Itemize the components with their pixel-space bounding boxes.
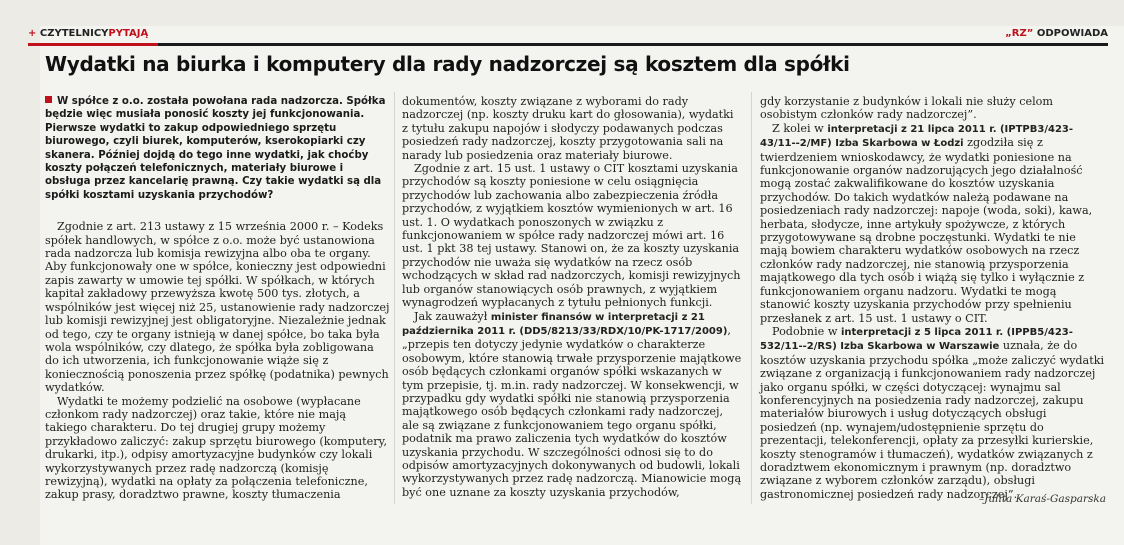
lead-text: W spółce z o.o. została powołana rada nadzorcza. Spółka będzie więc musiała ponosić koszty jej funkcjonowania. Pierwsze wydatki to zakup odpowiedniego sprzętu biurowego, czyli biurek, komputerów, kserokopiarki czy skanera. Później dojdą do tego inne wydatki, jak choćby koszty połączeń telefonicznych, materiały biurowe i obsługa przez kancelarię prawną. Czy takie wydatki są dla spółki kosztami uzyskania przychodów? <box>45 96 386 201</box>
paragraph: Wydatki te możemy podzielić na osobowe (wypłacane członkom rady nadzorczej) oraz takie, które nie mają takiego charakteru. Do tej drugiej grupy możemy przykładowo zaliczyć: zakup sprzętu biurowego (komputery, drukarki, itp.), odpisy amortyzacyjne budynków czy lokali wykorzystywanych przez radę nadzorczą (komisję rewizyjną), wydatki na opłaty za połączenia telefoniczne, zakup prasy, doradztwo prawne, koszty tłumaczenia <box>45 394 388 502</box>
adjacent-page-margin <box>0 0 40 545</box>
plus-icon: + <box>28 28 37 39</box>
paragraph-text: Jak zauważył <box>414 309 491 323</box>
paragraph: gdy korzystanie z budynków i lokali nie służy celom osobistym członków rady nadzorczej”. <box>760 95 1054 122</box>
kicker-rz-text: „RZ” <box>1005 28 1034 39</box>
author-signature: –Julita Karaś-Gasparska <box>978 493 1106 505</box>
article-title: Wydatki na biurka i komputery dla rady nadzorczej są kosztem dla spółki <box>45 52 850 76</box>
paragraph-text: Z kolei w <box>772 121 828 135</box>
kicker-odpowiada-text: ODPOWIADA <box>1036 28 1108 39</box>
paragraph <box>402 310 742 500</box>
adjacent-page-strip <box>0 0 1124 26</box>
paragraph-text: uznała, że do kosztów uzyskania przychodu spółka „może zaliczyć wydatki związane z organizacją i funkcjonowaniem rady nadzorczej jako organu spółki, w części dotyczącej: wynajmu sal konferencyjnych na posiedzenia rady nadzorczej, zakupu materiałów biurowych i usług dotyczących obsługi posiedzeń (np. wynajem/udostępnienie sprzętu do prezentacji, telekonferencji, opłaty za przesyłki kurierskie, koszty stenogramów i tłumaczeń), wydatków związanych z doradztwem ekonomicznym i prawnym (np. doradztwo związane z wyborem członków zarządu), obsługi gastronomicznej posiedzeń rady nadzorczej”. <box>760 339 1105 501</box>
bullet-square-icon <box>45 96 52 103</box>
article-column-3 <box>760 95 1106 501</box>
article-column-2 <box>402 95 742 499</box>
paragraph: Zgodnie z art. 15 ust. 1 ustawy o CIT kosztami uzyskania przychodów są koszty poniesione w celu osiągnięcia przychodów lub zachowania albo zabezpieczenia źródła przychodów, z wyjątkiem kosztów wymienionych w art. 16 ust. 1. O wydatkach ponoszonych w związku z funkcjonowaniem w spółce rady nadzorczej mówi art. 16 ust. 1 pkt 38 tej ustawy. Stanowi on, że za koszty uzyskania przychodów nie uważa się wydatków na rzecz osób wchodzących w skład rad nadzorczych, komisji rewizyjnych lub organów stanowiących osób prawnych, z wyjątkiem wynagrodzeń wypłacanych z tytułu pełnionych funkcji. <box>402 162 741 310</box>
paragraph: dokumentów, koszty związane z wyborami do rady nadzorczej (np. koszty druku kart do głosowania), wydatki z tytułu zakupu napojów i słodyczy podawanych podczas posiedzeń rady nadzorczej, koszty przygotowania sali na narady lub posiedzenia oraz materiały biurowe. <box>402 95 734 162</box>
section-kicker-left <box>28 28 148 39</box>
header-rule <box>28 43 1108 46</box>
article-lead <box>45 95 390 202</box>
paragraph: Zgodnie z art. 213 ustawy z 15 września 2000 r. – Kodeks spółek handlowych, w spółce z o.o. może być ustanowiona rada nadzorcza lub komisja rewizyjna albo oba te organy. Aby funkcjonowały one w spółce, konieczny jest odpowiedni zapis zawarty w umowie tej spółki. W spółkach, w których kapitał zakładowy przewyższa kwotę 500 tys. złotych, a wspólników jest więcej niż 25, ustanowienie rady nadzorczej lub komisji rewizyjnej jest obligatoryjne. Niezależnie jednak od tego, czy te organy istnieją w danej spółce, bo taka była wola wspólników, czy dlatego, że spółka była zobligowana do ich utworzenia, ich funkcjonowanie wiąże się z koniecznością ponoszenia przez spółkę (podatnika) pewnych wydatków. <box>45 220 390 395</box>
paragraph-text: , „przepis ten dotyczy jedynie wydatków o charakterze osobowym, które stanowią trwałe przysporzenie majątkowe osób będących członkami organów spółki wskazanych w tym przepisie, tj. m.in. rady nadzorczej. W konsekwencji, w przypadku gdy wydatki spółki nie stanowią przysporzenia majątkowego osób będących członkami rady nadzorczej, ale są związane z funkcjonowaniem tego organu spółki, podatnik ma prawo zaliczenia tych wydatków do kosztów uzyskania przychodu. W szczególności odnosi się to do odpisów amortyzacyjnych dokonywanych od budowli, lokali wykorzystywanych przez radę nadzorczą. Mianowicie mogą być one uznane za koszty uzyskania przychodów, <box>402 323 742 499</box>
kicker-red-text: PYTAJĄ <box>108 28 149 39</box>
column-divider <box>751 92 752 504</box>
paragraph-text: Podobnie w <box>772 324 841 338</box>
citation-bold: interpretacji z 5 lipca 2011 r. (IPPB5/423-532/11--2/RS) Izba Skarbowa w Warszawie <box>760 326 1073 353</box>
paragraph <box>760 325 1106 501</box>
column-divider <box>394 92 395 504</box>
header-rule-accent <box>28 43 158 46</box>
section-kicker-right <box>1005 28 1108 39</box>
citation-bold: minister finansów w interpretacji z 21 października 2011 r. (DD5/8213/33/RDX/10/PK-1717/2009) <box>402 311 728 337</box>
paragraph-text: zgodziła się z twierdzeniem wnioskodawcy, że wydatki poniesione na funkcjonowanie organów nadzorujących jego działalność mogą zostać zakwalifikowane do kosztów uzyskania przychodów. Do takich wydatków należą podawane na posiedzeniach rady nadzorczej: napoje (woda, soki), kawa, herbata, słodycze, inne artykuły spożywcze, z których przygotowywane są drobne poczęstunki. Wydatki te nie mają bowiem charakteru wydatków osobowych na rzecz członków rady nadzorczej, nie stanowią przysporzenia majątkowego dla tych osób i wiążą się tylko i wyłącznie z funkcjonowaniem organu nadzoru. Wydatki te mogą stanowić koszty uzyskania przychodów przy spełnieniu przesłanek z art. 15 ust. 1 ustawy o CIT. <box>760 136 1093 325</box>
section-header <box>28 26 1108 42</box>
kicker-black-text: CZYTELNICY <box>39 28 109 39</box>
citation-bold: interpretacji z 21 lipca 2011 r. (IPTPB3/423-43/11--2/MF) Izba Skarbowa w Łodzi <box>760 123 1074 150</box>
article-column-1 <box>45 95 390 502</box>
paragraph <box>760 122 1106 325</box>
